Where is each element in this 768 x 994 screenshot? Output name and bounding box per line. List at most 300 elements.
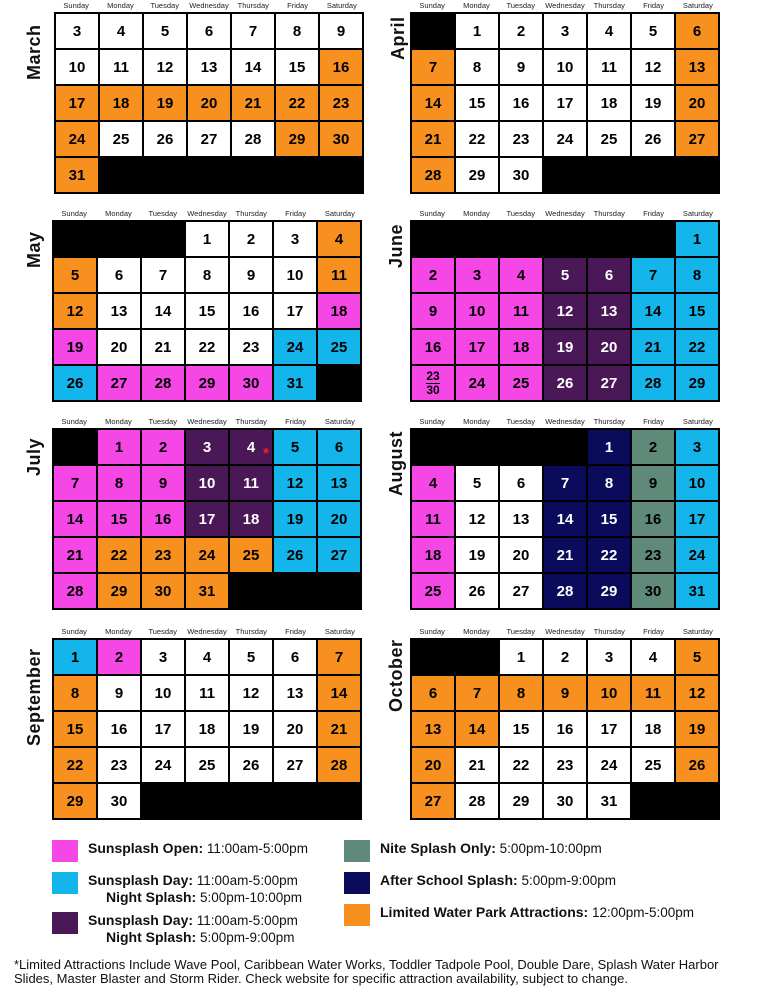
weekday-header [410,416,720,428]
day-cell: 1 [54,640,96,674]
day-cell: 10 [456,294,498,328]
day-cell: 20 [274,712,316,746]
day-cell: 24 [56,122,98,156]
legend-item [344,872,616,894]
day-cell: 24 [544,122,586,156]
weekday-label: Sunday [61,209,87,218]
day-cell: 30 [142,574,184,608]
day-cell: 4 [186,640,228,674]
legend-text [380,840,602,857]
day-cell: 22 [676,330,718,364]
day-cell: 8 [98,466,140,500]
weekday-label: Wednesday [545,209,585,218]
weekday-label: Friday [643,417,664,426]
legend-hours: 5:00pm-9:00pm [196,930,295,945]
day-cell: 2 [412,258,454,292]
day-cell: 12 [632,50,674,84]
day-cell: 24 [676,538,718,572]
day-cell: 29 [54,784,96,818]
empty-day-cell [230,574,272,608]
day-cell: 14 [232,50,274,84]
day-cell: 26 [676,748,718,782]
day-cell: 22 [588,538,630,572]
day-cell: 30 [320,122,362,156]
weekday-label: Friday [287,1,308,10]
empty-day-cell [456,430,498,464]
legend-label: Nite Splash Only: [380,840,496,856]
empty-day-cell [588,158,630,192]
weekday-label: Tuesday [506,417,535,426]
day-cell: 5 [230,640,272,674]
weekday-label: Monday [463,627,490,636]
weekday-label: Wednesday [187,417,227,426]
day-cell: 29 [276,122,318,156]
day-cell: 11 [230,466,272,500]
legend-item [344,840,602,862]
day-cell: 14 [632,294,674,328]
legend-hours: 5:00pm-10:00pm [196,890,303,905]
month-grid [52,428,362,610]
day-cell: 10 [56,50,98,84]
day-cell: 18 [588,86,630,120]
day-cell: 10 [544,50,586,84]
day-cell: 1 [676,222,718,256]
day-cell: 21 [412,122,454,156]
empty-day-cell [98,222,140,256]
legend-swatch [344,904,370,926]
day-cell: 21 [456,748,498,782]
day-cell: 25 [318,330,360,364]
day-cell: 28 [544,574,586,608]
weekday-label: Monday [463,209,490,218]
day-cell: 29 [500,784,542,818]
day-cell: 16 [632,502,674,536]
day-cell: 5 [144,14,186,48]
weekday-label: Friday [643,627,664,636]
empty-day-cell [544,430,586,464]
day-cell: 30 [230,366,272,400]
day-cell: 27 [412,784,454,818]
legend-label: Night Splash: [106,889,197,905]
day-cell: 23 [632,538,674,572]
month-label: March [24,24,44,80]
day-cell: 20 [188,86,230,120]
day-cell: 14 [456,712,498,746]
weekday-label: Sunday [419,417,445,426]
day-cell: 13 [588,294,630,328]
day-cell: 18 [318,294,360,328]
day-cell: 30 [544,784,586,818]
legend-hours: 11:00am-5:00pm [193,913,298,928]
day-cell: 18 [100,86,142,120]
day-cell: 7 [456,676,498,710]
weekday-label: Monday [463,1,490,10]
weekday-label: Wednesday [187,209,227,218]
day-cell: 11 [412,502,454,536]
day-cell: 12 [456,502,498,536]
day-cell: 28 [232,122,274,156]
asterisk-icon: * [263,445,269,462]
day-cell: 18 [500,330,542,364]
day-cell: 2 [544,640,586,674]
day-cell: 26 [230,748,272,782]
weekday-label: Sunday [419,1,445,10]
month-grid [52,638,362,820]
month-label: May [24,231,44,268]
day-cell: 10 [588,676,630,710]
day-cell: 11 [588,50,630,84]
day-cell: 29 [98,574,140,608]
day-cell: 16 [412,330,454,364]
day-cell: 16 [230,294,272,328]
weekday-label: Thursday [237,1,269,10]
day-cell: 23 [230,330,272,364]
day-cell: 30 [632,574,674,608]
legend-item [344,904,694,926]
legend-hours: 5:00pm-9:00pm [517,873,616,888]
day-cell: 10 [274,258,316,292]
day-cell: 3 [142,640,184,674]
day-cell: 25 [500,366,542,400]
day-cell: 26 [456,574,498,608]
day-cell: 4 [500,258,542,292]
day-cell: 27 [676,122,718,156]
legend-swatch [52,872,78,894]
legend-label: After School Splash: [380,872,518,888]
day-cell: 13 [188,50,230,84]
weekday-label: Thursday [593,1,625,10]
day-cell: 14 [318,676,360,710]
legend-swatch [344,872,370,894]
weekday-label: Saturday [326,1,357,10]
legend-text [380,872,616,889]
day-cell: 17 [142,712,184,746]
day-cell: 4 [100,14,142,48]
month-grid [54,12,364,194]
empty-day-cell [100,158,142,192]
day-cell: 17 [186,502,228,536]
legend-item [52,912,298,946]
day-cell: 25 [100,122,142,156]
legend-swatch [344,840,370,862]
day-cell: 17 [676,502,718,536]
month-grid [410,428,720,610]
day-cell: 11 [632,676,674,710]
month-grid [52,220,362,402]
empty-day-cell [276,158,318,192]
weekday-header [410,626,720,638]
day-cell: 14 [142,294,184,328]
day-cell: 4 [318,222,360,256]
weekday-label: Sunday [419,627,445,636]
weekday-label: Wednesday [189,1,229,10]
day-cell: 25 [186,748,228,782]
day-cell: 22 [98,538,140,572]
day-cell: 15 [456,86,498,120]
day-cell: 20 [588,330,630,364]
day-cell: 19 [54,330,96,364]
empty-day-cell [274,574,316,608]
weekday-label: Tuesday [506,627,535,636]
day-cell: 7 [412,50,454,84]
day-cell: 31 [274,366,316,400]
weekday-label: Monday [105,417,132,426]
day-cell: 22 [276,86,318,120]
day-number: 4 [246,438,256,456]
weekday-label: Saturday [324,417,355,426]
day-cell: 9 [230,258,272,292]
day-cell: 19 [632,86,674,120]
day-cell: 3 [56,14,98,48]
day-cell: 3 [588,640,630,674]
legend-swatch [52,912,78,934]
day-cell: 8 [186,258,228,292]
weekday-label: Thursday [235,209,267,218]
day-cell: 3 [274,222,316,256]
day-cell: 3 [456,258,498,292]
day-cell: 17 [274,294,316,328]
empty-day-cell [412,14,454,48]
empty-day-cell [54,222,96,256]
weekday-label: Saturday [682,209,713,218]
legend-hours: 11:00am-5:00pm [193,873,298,888]
legend-label: Sunsplash Day: [88,872,194,888]
day-cell: 9 [320,14,362,48]
day-cell: 16 [142,502,184,536]
day-cell: 15 [54,712,96,746]
empty-day-cell [500,430,542,464]
day-cell: 28 [54,574,96,608]
legend-text [88,872,302,906]
day-cell: 23 [142,538,184,572]
day-cell: 9 [500,50,542,84]
day-cell: 31 [56,158,98,192]
legend-hours: 12:00pm-5:00pm [588,905,695,920]
day-cell: 15 [186,294,228,328]
day-cell: 15 [500,712,542,746]
day-cell: 22 [500,748,542,782]
legend-text [88,840,308,857]
day-cell: 12 [544,294,586,328]
day-cell: 13 [500,502,542,536]
day-cell: 26 [274,538,316,572]
day-cell: 8 [276,14,318,48]
weekday-header [54,0,364,12]
day-cell: 24 [588,748,630,782]
day-cell: 21 [232,86,274,120]
day-cell: 13 [98,294,140,328]
empty-day-cell [186,784,228,818]
day-cell: 10 [186,466,228,500]
weekday-label: Thursday [593,417,625,426]
day-cell: 15 [676,294,718,328]
day-cell: 5 [456,466,498,500]
day-cell: 1 [500,640,542,674]
day-cell: 17 [56,86,98,120]
weekday-label: Thursday [593,209,625,218]
day-cell: 25 [588,122,630,156]
empty-day-cell [500,222,542,256]
day-cell: 5 [274,430,316,464]
legend-item [52,872,302,906]
weekday-label: Saturday [682,1,713,10]
day-cell: 24 [142,748,184,782]
day-cell: 21 [318,712,360,746]
day-cell: 9 [632,466,674,500]
day-cell: 19 [144,86,186,120]
day-cell: 10 [676,466,718,500]
weekday-label: Thursday [235,417,267,426]
day-cell: 24 [456,366,498,400]
day-cell: 28 [142,366,184,400]
day-cell: 3 [186,430,228,464]
empty-day-cell [588,222,630,256]
weekday-label: Friday [285,209,306,218]
day-cell: 16 [544,712,586,746]
empty-day-cell [632,158,674,192]
day-cell: 2 [500,14,542,48]
day-cell: 27 [274,748,316,782]
day-cell: 21 [142,330,184,364]
legend-swatch [52,840,78,862]
split-day-cell [412,366,454,400]
day-cell: 13 [412,712,454,746]
day-cell: 7 [318,640,360,674]
legend-label: Sunsplash Open: [88,840,204,856]
weekday-label: Sunday [61,627,87,636]
day-cell: 26 [144,122,186,156]
day-cell: 18 [230,502,272,536]
legend-label: Sunsplash Day: [88,912,194,928]
day-cell: 22 [54,748,96,782]
weekday-label: Monday [107,1,134,10]
day-cell: 15 [588,502,630,536]
weekday-label: Tuesday [148,627,177,636]
day-number: 23 [426,368,440,383]
day-cell: 19 [544,330,586,364]
day-cell: 8 [588,466,630,500]
empty-day-cell [544,158,586,192]
weekday-label: Saturday [682,417,713,426]
day-cell: 21 [54,538,96,572]
weekday-header [52,626,362,638]
day-cell: 29 [588,574,630,608]
day-cell: 28 [632,366,674,400]
day-cell: 27 [188,122,230,156]
day-cell: 23 [500,122,542,156]
legend-hours: 5:00pm-10:00pm [495,841,602,856]
day-cell: 29 [186,366,228,400]
day-cell: 5 [544,258,586,292]
day-cell: 9 [142,466,184,500]
legend-hours: 11:00am-5:00pm [203,841,308,856]
empty-day-cell [318,784,360,818]
day-cell: 8 [54,676,96,710]
month-label: September [24,648,44,746]
day-cell: 21 [632,330,674,364]
day-cell: 18 [632,712,674,746]
day-cell: 12 [230,676,272,710]
day-cell: 28 [456,784,498,818]
day-cell: 12 [676,676,718,710]
weekday-label: Tuesday [150,1,179,10]
day-cell: 1 [98,430,140,464]
empty-day-cell [412,222,454,256]
day-cell: 10 [142,676,184,710]
day-cell: 2 [98,640,140,674]
empty-day-cell [632,222,674,256]
day-cell: 5 [632,14,674,48]
empty-day-cell [142,784,184,818]
day-cell: 19 [230,712,272,746]
day-cell: 26 [54,366,96,400]
day-cell: 24 [274,330,316,364]
day-cell: 11 [186,676,228,710]
weekday-label: Tuesday [148,417,177,426]
day-cell: 3 [676,430,718,464]
day-cell: 27 [588,366,630,400]
day-cell: 2 [142,430,184,464]
day-cell: 14 [412,86,454,120]
empty-day-cell [676,784,718,818]
month-grid [410,12,720,194]
legend-item [52,840,308,862]
legend-text [88,912,298,946]
day-cell: 30 [500,158,542,192]
day-cell: 7 [544,466,586,500]
day-cell: 25 [230,538,272,572]
day-cell: 18 [186,712,228,746]
weekday-label: Wednesday [545,417,585,426]
day-cell: 25 [632,748,674,782]
day-cell: 19 [676,712,718,746]
weekday-label: Monday [463,417,490,426]
day-cell: 13 [676,50,718,84]
empty-day-cell [318,574,360,608]
day-cell: 11 [318,258,360,292]
day-cell: 9 [544,676,586,710]
day-cell: 1 [456,14,498,48]
day-cell: 13 [274,676,316,710]
weekday-label: Monday [105,209,132,218]
weekday-header [52,416,362,428]
day-cell: 26 [544,366,586,400]
month-label: October [386,639,406,712]
weekday-label: Thursday [593,627,625,636]
day-cell: 17 [544,86,586,120]
day-cell: 4 [588,14,630,48]
weekday-label: Friday [285,417,306,426]
day-cell: 27 [318,538,360,572]
day-cell [230,430,272,464]
weekday-label: Tuesday [148,209,177,218]
weekday-label: Friday [643,1,664,10]
weekday-label: Monday [105,627,132,636]
empty-day-cell [456,222,498,256]
day-cell: 28 [412,158,454,192]
day-cell: 16 [98,712,140,746]
day-cell: 6 [318,430,360,464]
weekday-label: Saturday [682,627,713,636]
day-cell: 13 [318,466,360,500]
day-cell: 16 [320,50,362,84]
day-cell: 26 [632,122,674,156]
footnote: *Limited Attractions Include Wave Pool, Caribbean Water Works, Toddler Tadpole Pool, Double Dare, Splash Water Harbor Slides, Master Blaster and Storm Rider. Check website for specific attraction availability, subject to change. [14,957,719,986]
empty-day-cell [320,158,362,192]
day-cell: 6 [676,14,718,48]
empty-day-cell [274,784,316,818]
weekday-label: Thursday [235,627,267,636]
